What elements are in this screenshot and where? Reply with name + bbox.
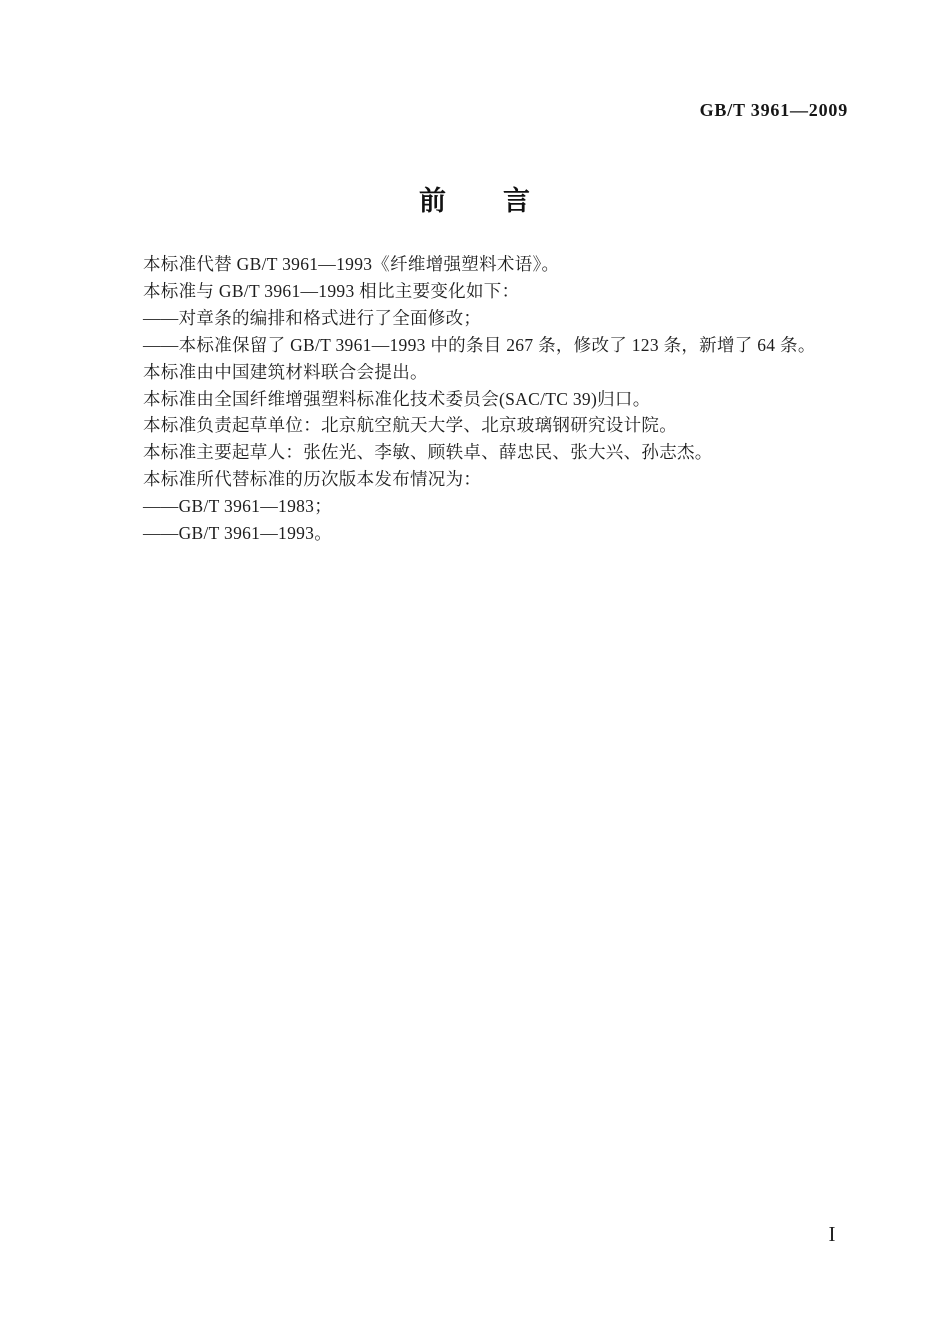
foreword-line: 本标准由全国纤维增强塑料标准化技术委员会(SAC/TC 39)归口。 <box>143 388 651 409</box>
foreword-line: ——GB/T 3961—1993。 <box>143 523 333 544</box>
foreword-line: 本标准与 GB/T 3961—1993 相比主要变化如下： <box>143 280 520 301</box>
foreword-line: 本标准主要起草人：张佐光、李敏、顾轶卓、薛忠民、张大兴、孙志杰。 <box>143 442 713 463</box>
foreword-line: ——本标准保留了 GB/T 3961—1993 中的条目 267 条，修改了 123 条，新增了 64 条。 <box>143 334 816 355</box>
foreword-line: 本标准所代替标准的历次版本发布情况为： <box>143 469 482 490</box>
foreword-body <box>143 251 855 547</box>
foreword-line: 本标准由中国建筑材料联合会提出。 <box>143 361 428 382</box>
foreword-line: 本标准代替 GB/T 3961—1993《纤维增强塑料术语》。 <box>143 254 560 274</box>
foreword-line: ——GB/T 3961—1983； <box>143 496 333 517</box>
foreword-line: 本标准负责起草单位：北京航空航天大学、北京玻璃钢研究设计院。 <box>143 415 677 436</box>
page-title: 前 言 <box>419 186 531 216</box>
page-number: I <box>828 1222 836 1246</box>
standard-code-header: GB/T 3961—2009 <box>699 100 848 120</box>
foreword-line: ——对章条的编排和格式进行了全面修改； <box>143 307 482 328</box>
